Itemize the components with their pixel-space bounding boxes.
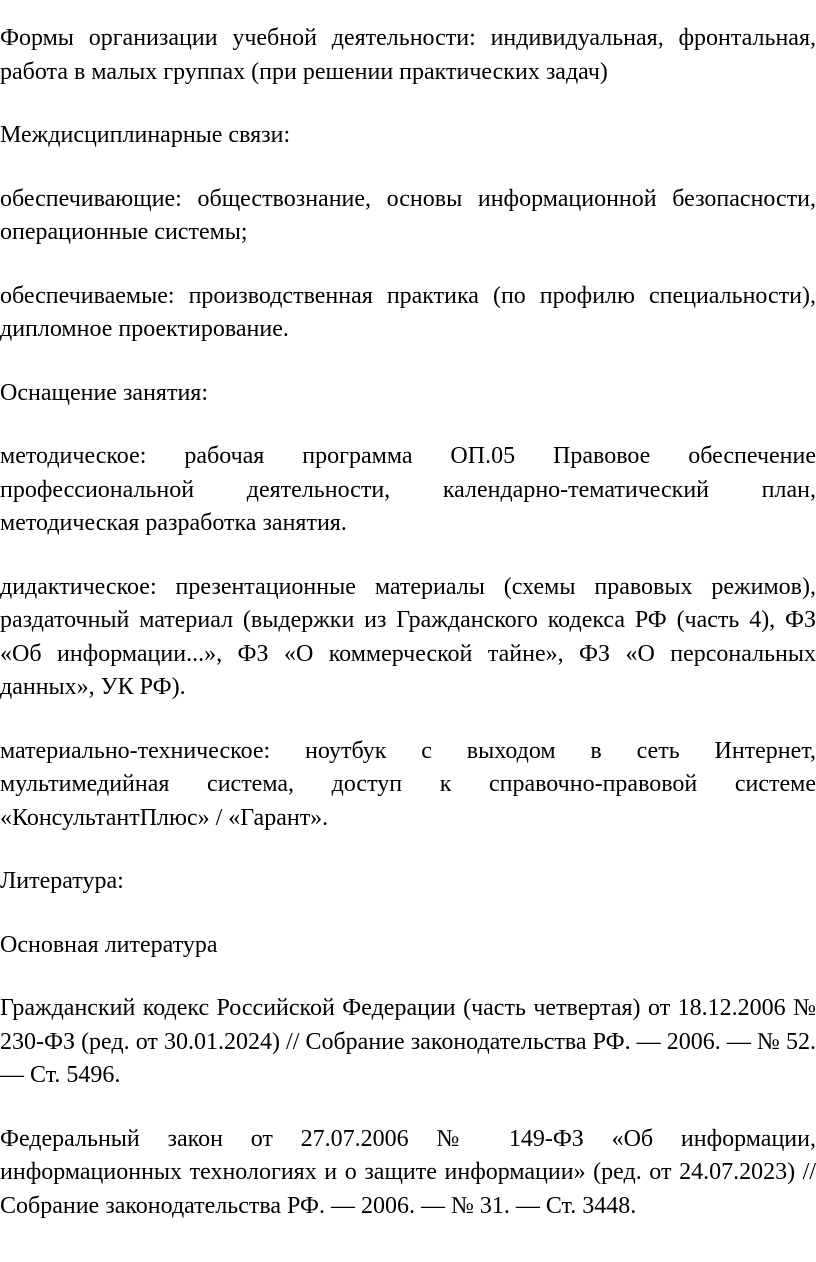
main-literature-heading: Основная литература xyxy=(0,931,218,958)
forms-of-organization-paragraph: Формы организации учебной деятельности: индивидуальная, фронтальная, работа в малых группах (при решении практических задач) xyxy=(0,25,816,85)
literature-heading: Литература: xyxy=(0,868,124,894)
technical-equipment-paragraph: материально-техническое: ноутбук с выходом в сеть Интернет, мультимедийная система, доступ к справочно-правовой системе «КонсультантПлюс» / «Гарант». xyxy=(0,737,816,831)
providing-disciplines-paragraph: обеспечивающие: обществознание, основы информационной безопасности, операционные системы; xyxy=(0,185,816,245)
document-page xyxy=(0,22,816,1253)
didactic-equipment-paragraph: дидактическое: презентационные материалы (схемы правовых режимов), раздаточный материал (выдержки из Гражданского кодекса РФ (часть 4), ФЗ «Об информации...», ФЗ «О коммерческой тайне», ФЗ «О персональных данных», УК РФ). xyxy=(0,573,816,700)
information-law-reference: Федеральный закон от 27.07.2006 № 149-ФЗ «Об информации, информационных технологиях и о защите информации» (ред. от 24.07.2023) // Собрание законодательства РФ. — 2006. — № 31. — Ст. 3448. xyxy=(0,1125,816,1219)
lesson-equipment-heading: Оснащение занятия: xyxy=(0,379,209,406)
methodical-equipment-paragraph: методическое: рабочая программа ОП.05 Правовое обеспечение профессиональной деятельности, календарно-тематический план, методическая разработка занятия. xyxy=(0,443,816,536)
interdisciplinary-links-heading: Междисциплинарные связи: xyxy=(0,122,291,148)
civil-code-reference: Гражданский кодекс Российской Федерации (часть четвертая) от 18.12.2006 № 230-ФЗ (ред. от 30.01.2024) // Собрание законодательства РФ. — 2006. — № 52. — Ст. 5496. xyxy=(0,995,816,1088)
provided-disciplines-paragraph: обеспечиваемые: производственная практика (по профилю специальности), дипломное проектирование. xyxy=(0,282,816,342)
